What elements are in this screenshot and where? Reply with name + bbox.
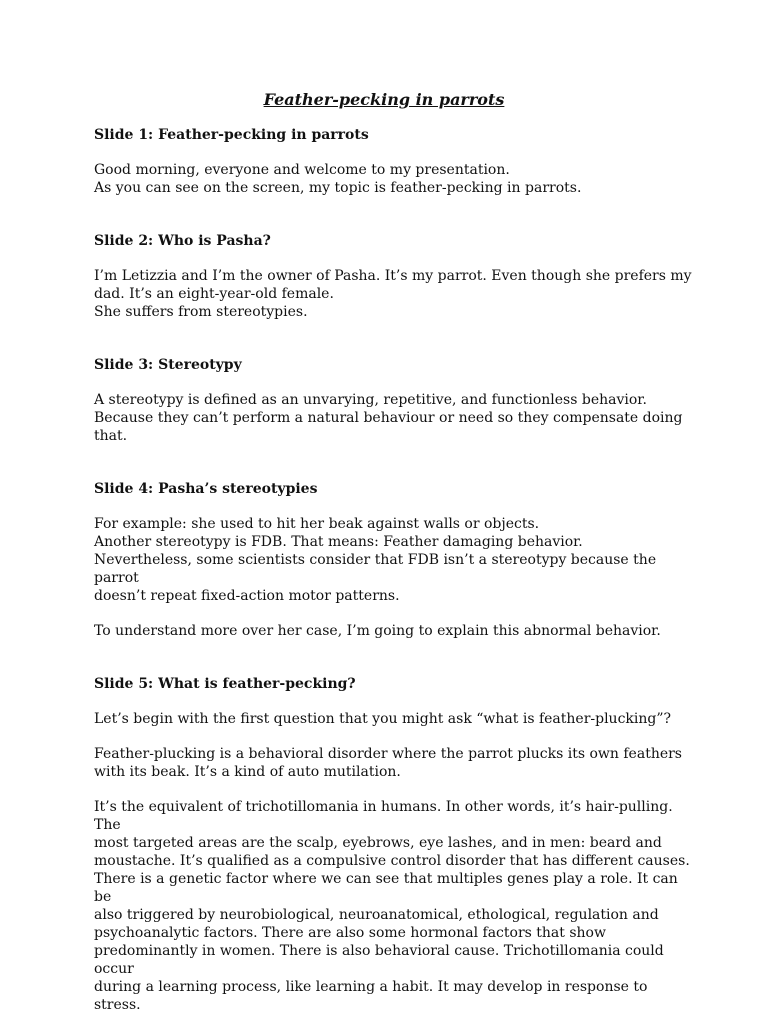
slide-2-paragraph: I’m Letizzia and I’m the owner of Pasha. It’s my parrot. Even though she prefers my dad. It’s an eight-year-old female. She suffers from stereotypies. [94,268,692,320]
slide-5-paragraph-3: It’s the equivalent of trichotillomania in humans. In other words, it’s hair-pulling. The most targeted areas are the scalp, eyebrows, eye lashes, and in men: beard and moustache. It’s qualified as a compulsive control disorder that has different causes. There is a genetic factor where we can see that multiples genes play a role. It can be also triggered by neurobiological, neuroanatomical, ethological, regulation and psychoanalytic factors. There are also some hormonal factors that show predominantly in women. There is also behavioral cause. Trichotillomania could occur during a learning process, like learning a habit. It may develop in response to stress. [94,799,690,1013]
slide-1-heading: Slide 1: Feather-pecking in parrots [94,127,369,143]
document-body [94,126,694,1014]
slide-4-heading: Slide 4: Pasha’s stereotypies [94,481,318,497]
slide-4-paragraph-1: For example: she used to hit her beak against walls or objects. Another stereotypy is FDB. That means: Feather damaging behavior. Nevertheless, some scientists consider that FDB isn’t a stereotypy because the parrot doesn’t repeat fixed-action motor patterns. [94,516,657,604]
slide-1-paragraph: Good morning, everyone and welcome to my presentation. As you can see on the screen, my topic is feather-pecking in parrots. [94,162,582,196]
slide-5-paragraph-1: Let’s begin with the first question that you might ask “what is feather-plucking”? [94,711,672,727]
slide-4-paragraph-2: To understand more over her case, I’m going to explain this abnormal behavior. [94,623,661,639]
slide-2-heading: Slide 2: Who is Pasha? [94,233,271,249]
slide-3-heading: Slide 3: Stereotypy [94,357,242,373]
slide-5-heading: Slide 5: What is feather-pecking? [94,676,356,692]
slide-3-paragraph: A stereotypy is defined as an unvarying, repetitive, and functionless behavior. Because they can’t perform a natural behaviour or need so they compensate doing that. [94,392,683,444]
document-title: Feather-pecking in parrots [263,90,505,109]
slide-5-paragraph-2: Feather-plucking is a behavioral disorder where the parrot plucks its own feathers with its beak. It’s a kind of auto mutilation. [94,746,682,780]
